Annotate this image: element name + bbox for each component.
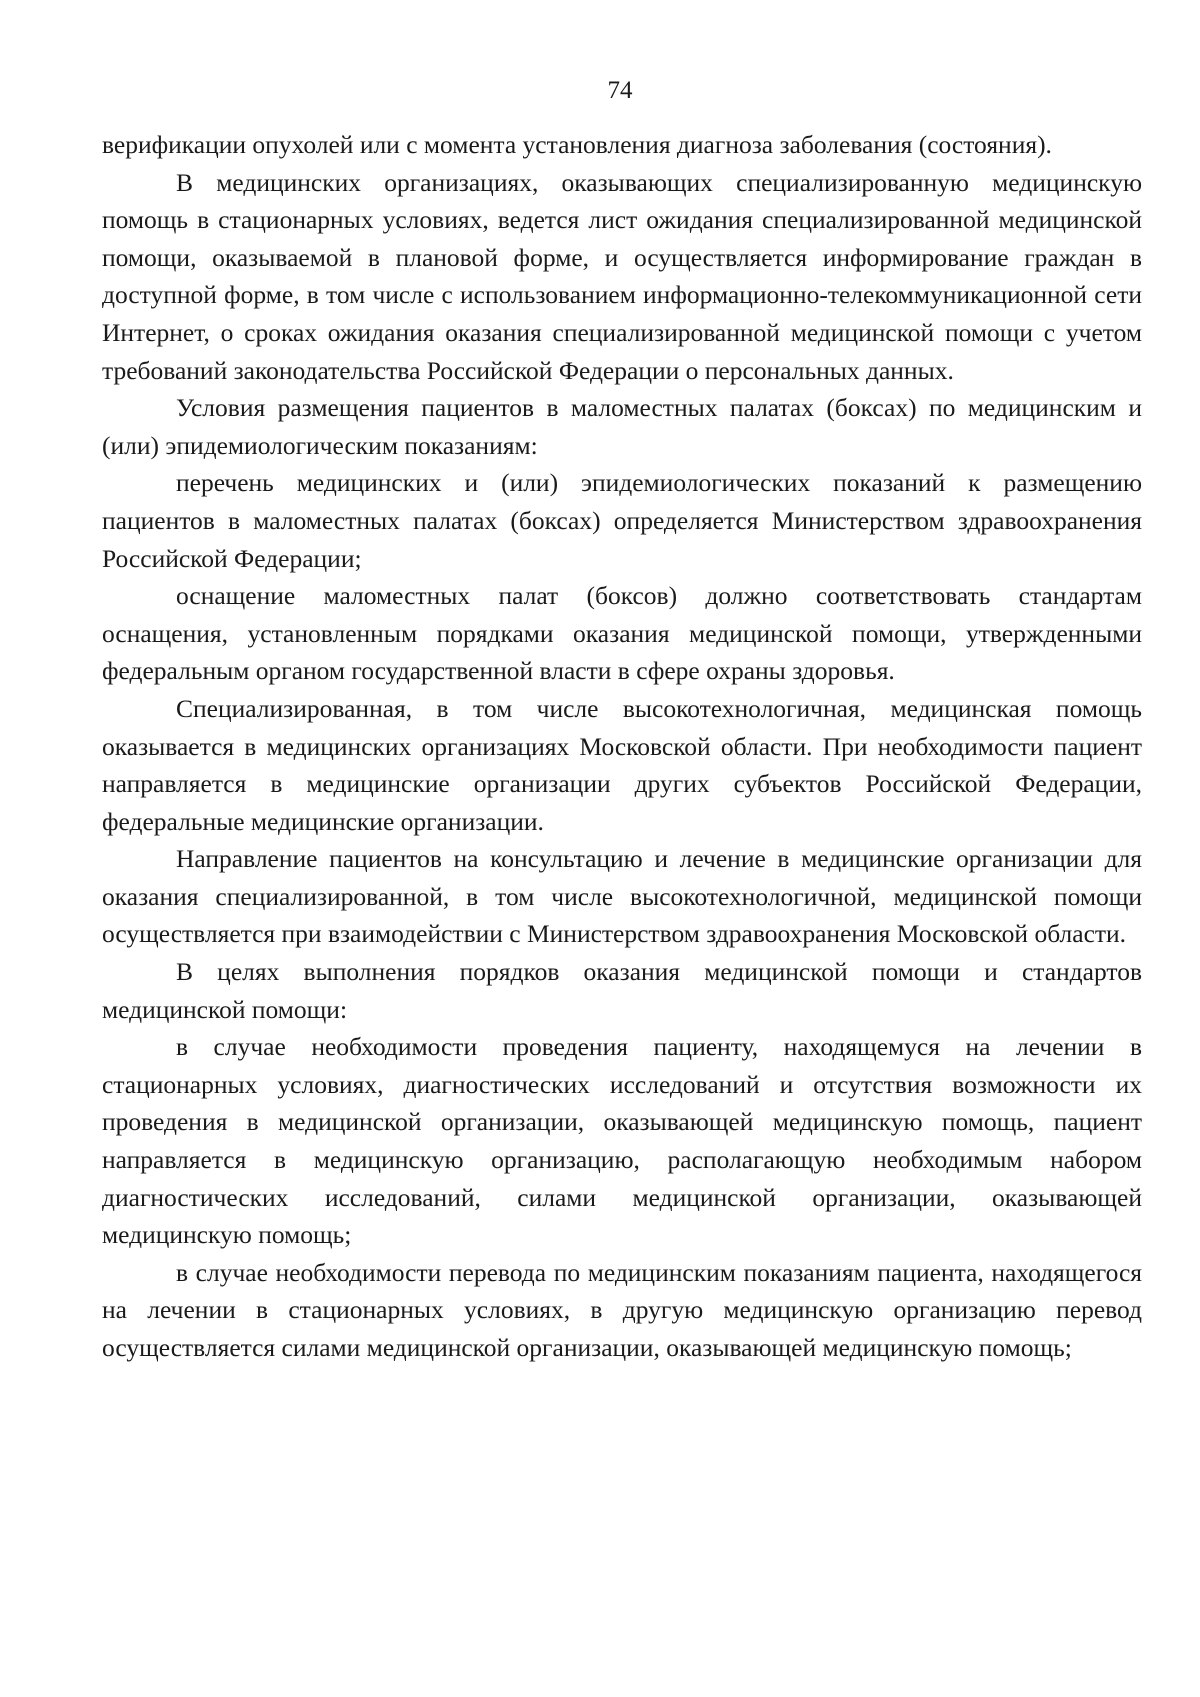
document-body [102, 126, 1142, 1367]
paragraph-placement-conditions: Условия размещения пациентов в маломестных палатах (боксах) по медицинским и (или) эпидемиологическим показаниям: [102, 393, 1142, 460]
paragraph-diagnostics-case: в случае необходимости проведения пациенту, находящемуся на лечении в стационарных условиях, диагностических исследований и отсутствия возможности их проведения в медицинской организации, оказывающей медицинскую помощь, пациент направляется в медицинскую организацию, располагающую необходимым набором диагностических исследований, силами медицинской организации, оказывающей медицинскую помощь; [102, 1032, 1142, 1250]
paragraph-specialized-care: Специализированная, в том числе высокотехнологичная, медицинская помощь оказывается в медицинских организациях Московской области. При необходимости пациент направляется в медицинские организации других субъектов Российской Федерации, федеральные медицинские организации. [102, 693, 1142, 836]
paragraph-waiting-list: В медицинских организациях, оказывающих специализированную медицинскую помощь в стационарных условиях, ведется лист ожидания специализированной медицинской помощи, оказываемой в плановой форме, и осуществляется информирование граждан в доступной форме, в том числе с использованием информационно-телекоммуникационной сети Интернет, о сроках ожидания оказания специализированной медицинской помощи с учетом требований законодательства Российской Федерации о персональных данных. [102, 167, 1142, 385]
paragraph-ward-equipment: оснащение маломестных палат (боксов) должно соответствовать стандартам оснащения, установленным порядками оказания медицинской помощи, утвержденными федеральным органом государственной власти в сфере охраны здоровья. [102, 581, 1142, 686]
paragraph-continuation: верификации опухолей или с момента установления диагноза заболевания (состояния). [102, 130, 1052, 159]
paragraph-referral: Направление пациентов на консультацию и лечение в медицинские организации для оказания специализированной, в том числе высокотехнологичной, медицинской помощи осуществляется при взаимодействии с Министерством здравоохранения Московской области. [102, 844, 1142, 949]
paragraph-standards-purpose: В целях выполнения порядков оказания медицинской помощи и стандартов медицинской помощи: [102, 957, 1142, 1024]
page-number: 74 [607, 77, 633, 104]
paragraph-transfer-case: в случае необходимости перевода по медицинским показаниям пациента, находящегося на лечении в стационарных условиях, в другую медицинскую организацию перевод осуществляется силами медицинской организации, оказывающей медицинскую помощь; [102, 1257, 1142, 1362]
paragraph-indications-list: перечень медицинских и (или) эпидемиологических показаний к размещению пациентов в маломестных палатах (боксах) определяется Министерством здравоохранения Российской Федерации; [102, 468, 1142, 573]
